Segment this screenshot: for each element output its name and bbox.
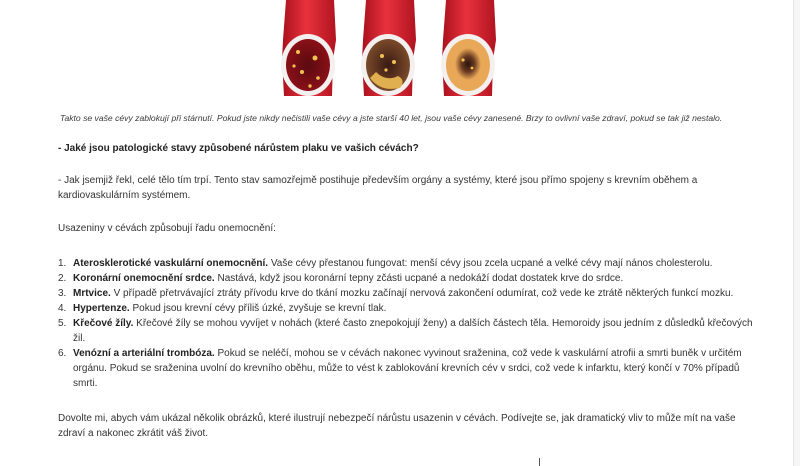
page-scrollbar[interactable] [793,0,800,466]
list-item-term: Mrtvice. [73,288,111,299]
artery-moderate-plaque-stage [361,0,416,96]
list-item-text: Vaše cévy přestanou fungovat: menší cévy jsou zcela ucpané a velké cévy mají nános cholesterolu. [268,258,713,269]
answer-paragraph: - Jak jsemjiž řekl, celé tělo tím trpí. Tento stav samozřejmě postihuje především orgány a systémy, které jsou přímo spojeny s krevním oběhem a kardiovaskulárním systémem. [58,175,698,201]
text-cursor [539,458,540,466]
list-item-text: Křečové žíly se mohou vyvíjet v nohách (které často znepokojují ženy) a dalších částech těla. Hemoroidy jsou jedním z důsledků křečových žil. [73,318,753,344]
artery-severe-plaque-stage [441,0,496,96]
clogged-arteries-illustration [0,0,800,100]
section-question: - Jaké jsou patologické stavy způsobené nárůstem plaku ve vašich cévách? [58,143,419,154]
list-item [58,316,758,346]
list-item [58,286,758,301]
list-item [58,346,758,391]
list-item-text: Nastává, když jsou koronární tepny zčásti ucpané a nedokáží dodat dostatek krve do srdce. [214,273,624,284]
list-item-text: Pokud se neléčí, mohou se v cévách nakonec vyvinout sraženina, což vede k vaskulární atrofii a smrti buněk v určitém orgánu. Pokud se sraženina uvolní do krevního oběhu, může to vést k zablokování krevních cév v srdci, což vede k infarktu, který končí v 70% případů smrti. [73,348,742,389]
artery-healthy-stage [281,0,336,96]
image-caption: Takto se vaše cévy zablokují při stárnutí. Pokud jste nikdy nečistili vaše cévy a jste starší 40 let, jsou vaše cévy zanesené. Brzy to ovlivní vaše zdraví, pokud se tak již nestalo. [60,113,723,123]
list-item-term: Křečové žíly. [73,318,134,329]
list-item-number: 1. [58,258,67,269]
list-item-text: V případě přetrvávající ztráty přívodu krve do tkání mozku začínají nervová zakončení odumírat, což vede ke ztrátě některých funkcí mozku. [110,288,734,299]
list-item-term: Koronární onemocnění srdce. [73,273,215,284]
list-item-number: 5. [58,318,67,329]
list-item-term: Hypertenze. [73,303,130,314]
list-item-number: 2. [58,273,67,284]
list-item [58,256,758,271]
list-item-number: 3. [58,288,67,299]
list-item-term: Venózní a arteriální trombóza. [73,348,215,359]
conditions-intro: Usazeniny v cévách způsobují řadu onemocnění: [58,223,276,234]
list-item-term: Aterosklerotické vaskulární onemocnění. [73,258,269,269]
closing-paragraph: Dovolte mi, abych vám ukázal několik obrázků, které ilustrují nebezpečí nárůstu usazenin v cévách. Podívejte se, jak dramatický vliv to může mít na vaše zdraví a nakonec zkrátit váš život. [58,413,736,439]
list-item [58,271,758,286]
conditions-list [58,256,758,391]
list-item-text: Pokud jsou krevní cévy příliš úzké, zvyšuje se krevní tlak. [129,303,387,314]
list-item-number: 4. [58,303,67,314]
list-item-number: 6. [58,348,67,359]
list-item [58,301,758,316]
